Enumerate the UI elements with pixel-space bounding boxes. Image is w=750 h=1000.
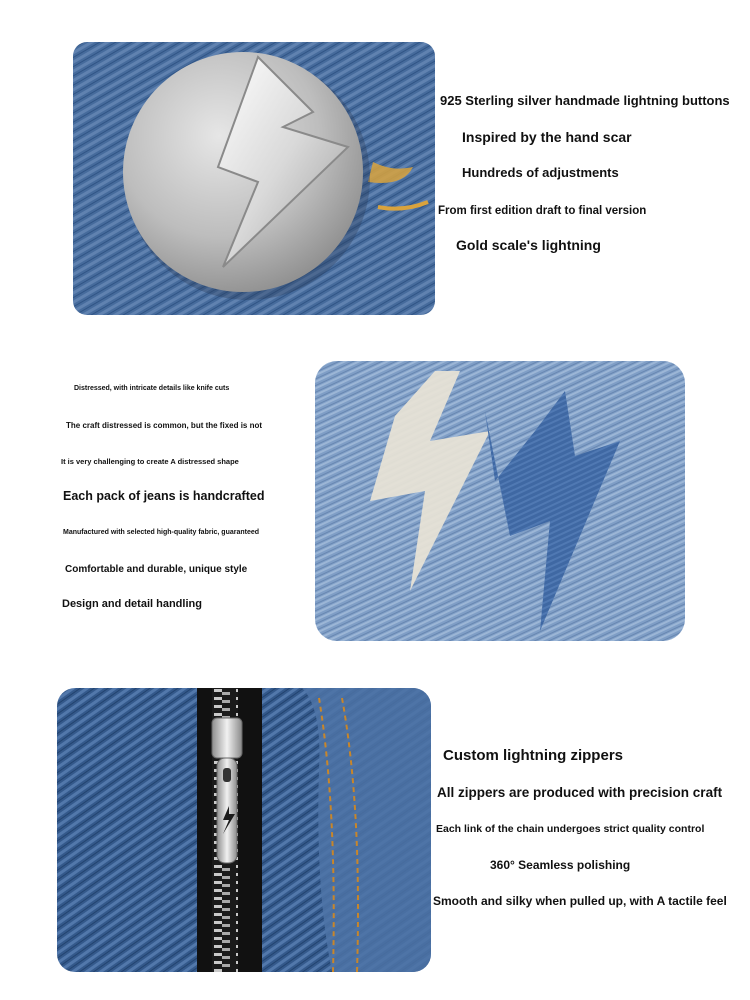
distressed-feature-line: Design and detail handling: [62, 598, 202, 610]
silver-button-photo: [73, 42, 435, 315]
distressed-feature-line: Manufactured with selected high-quality fabric, guaranteed: [63, 529, 260, 536]
button-feature-line: Hundreds of adjustments: [462, 165, 619, 180]
zipper-feature-line: Each link of the chain undergoes strict quality control: [436, 823, 705, 835]
button-feature-line: 925 Sterling silver handmade lightning buttons: [440, 93, 730, 108]
zipper-feature-line: Smooth and silky when pulled up, with A tactile feel: [433, 894, 727, 908]
distressed-feature-line: It is very challenging to create A distressed shape: [61, 457, 239, 466]
zipper-feature-line: Custom lightning zippers: [443, 747, 623, 764]
distressed-feature-line: Each pack of jeans is handcrafted: [63, 489, 265, 503]
distressed-patch-photo: [315, 361, 685, 641]
button-feature-line: Inspired by the hand scar: [462, 129, 632, 145]
zipper-photo: [57, 688, 431, 972]
distressed-feature-line: Distressed, with intricate details like knife cuts: [74, 385, 230, 392]
button-feature-line: From first edition draft to final version: [438, 205, 647, 217]
zipper-feature-line: 360° Seamless polishing: [490, 858, 631, 872]
button-feature-line: Gold scale's lightning: [456, 237, 601, 253]
distressed-feature-line: The craft distressed is common, but the fixed is not: [66, 421, 263, 430]
zipper-feature-line: All zippers are produced with precision craft: [437, 785, 723, 800]
distressed-feature-line: Comfortable and durable, unique style: [65, 564, 248, 575]
